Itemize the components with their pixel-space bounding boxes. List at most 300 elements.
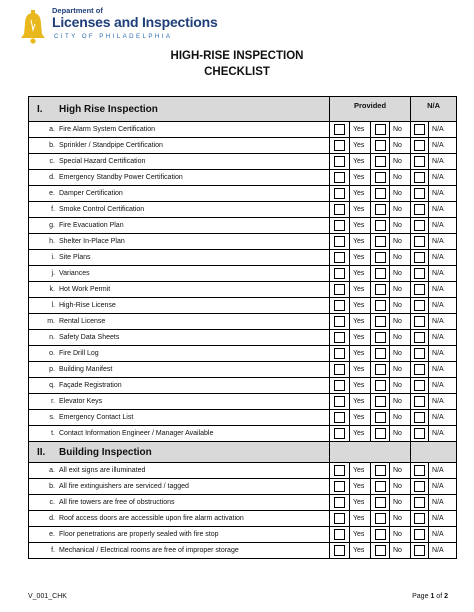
- item-letter: i.: [51, 254, 55, 261]
- na-checkbox[interactable]: [414, 300, 425, 311]
- yes-label: Yes: [350, 394, 371, 410]
- yes-label: Yes: [350, 250, 371, 266]
- item-cell: [29, 495, 330, 511]
- checklist-table: [28, 96, 457, 559]
- yes-label: Yes: [350, 298, 371, 314]
- item-cell: [29, 426, 330, 442]
- na-checkbox[interactable]: [414, 465, 425, 476]
- na-checkbox[interactable]: [414, 188, 425, 199]
- na-checkbox[interactable]: [414, 204, 425, 215]
- na-checkbox[interactable]: [414, 513, 425, 524]
- yes-checkbox[interactable]: [334, 252, 345, 263]
- yes-checkbox[interactable]: [334, 188, 345, 199]
- item-letter: d.: [49, 174, 55, 181]
- item-letter: a.: [49, 467, 55, 474]
- no-checkbox-cell[interactable]: [371, 527, 390, 543]
- no-label: No: [390, 527, 411, 543]
- na-checkbox[interactable]: [414, 348, 425, 359]
- section-title: Building Inspection: [59, 446, 152, 458]
- checklist-row: [29, 362, 457, 378]
- yes-checkbox-cell[interactable]: [330, 479, 350, 495]
- item-text: Contact Information Engineer / Manager Available: [59, 430, 214, 437]
- no-checkbox-cell[interactable]: [371, 234, 390, 250]
- yes-checkbox[interactable]: [334, 316, 345, 327]
- item-text: Mechanical / Electrical rooms are free of improper storage: [59, 547, 239, 554]
- yes-checkbox[interactable]: [334, 268, 345, 279]
- no-label: No: [390, 218, 411, 234]
- yes-checkbox-cell[interactable]: [330, 426, 350, 442]
- yes-checkbox[interactable]: [334, 348, 345, 359]
- item-letter: e.: [49, 190, 55, 197]
- yes-label: Yes: [350, 154, 371, 170]
- item-letter: n.: [49, 334, 55, 341]
- yes-checkbox-cell[interactable]: [330, 346, 350, 362]
- na-label: N/A: [429, 463, 457, 479]
- yes-checkbox-cell[interactable]: [330, 250, 350, 266]
- na-checkbox[interactable]: [414, 252, 425, 263]
- no-checkbox-cell[interactable]: [371, 202, 390, 218]
- yes-checkbox-cell[interactable]: [330, 378, 350, 394]
- na-checkbox[interactable]: [414, 316, 425, 327]
- no-checkbox-cell[interactable]: [371, 479, 390, 495]
- na-label: N/A: [429, 266, 457, 282]
- checklist-row: [29, 250, 457, 266]
- na-checkbox[interactable]: [414, 268, 425, 279]
- section-number: II.: [37, 446, 46, 458]
- no-checkbox[interactable]: [375, 412, 386, 423]
- yes-checkbox[interactable]: [334, 396, 345, 407]
- yes-checkbox[interactable]: [334, 465, 345, 476]
- yes-checkbox-cell[interactable]: [330, 266, 350, 282]
- na-checkbox-cell[interactable]: [411, 298, 429, 314]
- item-text: All fire extinguishers are serviced / tagged: [59, 483, 189, 490]
- yes-checkbox-cell[interactable]: [330, 495, 350, 511]
- no-label: No: [390, 511, 411, 527]
- no-label: No: [390, 378, 411, 394]
- item-letter: j.: [51, 270, 55, 277]
- na-checkbox[interactable]: [414, 172, 425, 183]
- no-checkbox[interactable]: [375, 348, 386, 359]
- item-text: Smoke Control Certification: [59, 206, 145, 213]
- yes-label: Yes: [350, 495, 371, 511]
- na-checkbox[interactable]: [414, 236, 425, 247]
- na-checkbox[interactable]: [414, 124, 425, 135]
- yes-checkbox-cell[interactable]: [330, 282, 350, 298]
- no-checkbox-cell[interactable]: [371, 495, 390, 511]
- checklist-row: [29, 463, 457, 479]
- na-checkbox[interactable]: [414, 332, 425, 343]
- section-header-row: [29, 442, 457, 463]
- item-cell: [29, 234, 330, 250]
- item-cell: [29, 527, 330, 543]
- item-letter: b.: [49, 142, 55, 149]
- na-checkbox[interactable]: [414, 428, 425, 439]
- liberty-bell-icon: [16, 10, 50, 44]
- yes-checkbox[interactable]: [334, 172, 345, 183]
- na-checkbox-cell[interactable]: [411, 282, 429, 298]
- no-checkbox[interactable]: [375, 220, 386, 231]
- item-cell: [29, 314, 330, 330]
- yes-checkbox[interactable]: [334, 364, 345, 375]
- na-checkbox-cell[interactable]: [411, 138, 429, 154]
- item-letter: e.: [49, 531, 55, 538]
- no-checkbox[interactable]: [375, 364, 386, 375]
- department-label: Department of: [52, 6, 103, 15]
- no-checkbox-cell[interactable]: [371, 138, 390, 154]
- na-label: N/A: [429, 298, 457, 314]
- city-label: CITY OF PHILADELPHIA: [54, 33, 173, 40]
- na-checkbox-cell[interactable]: [411, 202, 429, 218]
- no-label: No: [390, 170, 411, 186]
- na-checkbox[interactable]: [414, 529, 425, 540]
- na-checkbox-cell[interactable]: [411, 170, 429, 186]
- no-checkbox-cell[interactable]: [371, 346, 390, 362]
- yes-checkbox[interactable]: [334, 300, 345, 311]
- yes-label: Yes: [350, 122, 371, 138]
- yes-label: Yes: [350, 543, 371, 559]
- no-checkbox-cell[interactable]: [371, 543, 390, 559]
- na-column-header: N/A: [411, 97, 457, 122]
- page-of: of: [436, 593, 443, 600]
- no-label: No: [390, 250, 411, 266]
- section-title-cell: [29, 442, 330, 463]
- yes-checkbox-cell[interactable]: [330, 298, 350, 314]
- na-checkbox-cell[interactable]: [411, 527, 429, 543]
- na-label: N/A: [429, 410, 457, 426]
- form-code: V_001_CHK: [28, 593, 67, 600]
- na-checkbox-cell[interactable]: [411, 543, 429, 559]
- no-checkbox[interactable]: [375, 396, 386, 407]
- na-checkbox-cell[interactable]: [411, 410, 429, 426]
- yes-label: Yes: [350, 218, 371, 234]
- no-checkbox[interactable]: [375, 428, 386, 439]
- na-checkbox-cell[interactable]: [411, 346, 429, 362]
- no-checkbox-cell[interactable]: [371, 410, 390, 426]
- item-text: Variances: [59, 270, 90, 277]
- item-letter: p.: [49, 366, 55, 373]
- item-cell: [29, 394, 330, 410]
- section-header-row: [29, 97, 457, 122]
- yes-checkbox-cell[interactable]: [330, 543, 350, 559]
- na-checkbox-cell[interactable]: [411, 463, 429, 479]
- yes-checkbox[interactable]: [334, 428, 345, 439]
- no-checkbox-cell[interactable]: [371, 170, 390, 186]
- item-text: Hot Work Permit: [59, 286, 111, 293]
- checklist-row: [29, 202, 457, 218]
- yes-checkbox[interactable]: [334, 481, 345, 492]
- item-cell: [29, 479, 330, 495]
- no-checkbox[interactable]: [375, 172, 386, 183]
- na-checkbox[interactable]: [414, 220, 425, 231]
- checklist-row: [29, 346, 457, 362]
- na-label: N/A: [429, 378, 457, 394]
- yes-checkbox[interactable]: [334, 545, 345, 556]
- no-label: No: [390, 463, 411, 479]
- no-checkbox-cell[interactable]: [371, 186, 390, 202]
- na-checkbox[interactable]: [414, 412, 425, 423]
- item-text: Fire Evacuation Plan: [59, 222, 124, 229]
- no-checkbox[interactable]: [375, 284, 386, 295]
- na-checkbox[interactable]: [414, 284, 425, 295]
- na-label: N/A: [429, 202, 457, 218]
- no-label: No: [390, 543, 411, 559]
- na-label: N/A: [429, 154, 457, 170]
- na-label: N/A: [429, 543, 457, 559]
- no-checkbox[interactable]: [375, 497, 386, 508]
- no-checkbox-cell[interactable]: [371, 298, 390, 314]
- checklist-row: [29, 138, 457, 154]
- na-checkbox-cell[interactable]: [411, 266, 429, 282]
- no-checkbox-cell[interactable]: [371, 362, 390, 378]
- item-cell: [29, 218, 330, 234]
- item-text: Rental License: [59, 318, 106, 325]
- item-letter: s.: [49, 414, 55, 421]
- page-subtitle: CHECKLIST: [204, 66, 270, 78]
- na-checkbox-cell[interactable]: [411, 218, 429, 234]
- no-checkbox-cell[interactable]: [371, 314, 390, 330]
- yes-checkbox[interactable]: [334, 284, 345, 295]
- section-blank-cell: [411, 442, 457, 463]
- no-checkbox-cell[interactable]: [371, 122, 390, 138]
- na-label: N/A: [429, 394, 457, 410]
- na-label: N/A: [429, 527, 457, 543]
- no-label: No: [390, 186, 411, 202]
- no-checkbox-cell[interactable]: [371, 282, 390, 298]
- no-checkbox-cell[interactable]: [371, 463, 390, 479]
- no-checkbox[interactable]: [375, 300, 386, 311]
- item-cell: [29, 122, 330, 138]
- no-checkbox[interactable]: [375, 513, 386, 524]
- yes-checkbox-cell[interactable]: [330, 463, 350, 479]
- item-cell: [29, 298, 330, 314]
- na-checkbox[interactable]: [414, 380, 425, 391]
- yes-label: Yes: [350, 202, 371, 218]
- na-checkbox-cell[interactable]: [411, 426, 429, 442]
- na-checkbox-cell[interactable]: [411, 122, 429, 138]
- na-checkbox-cell[interactable]: [411, 154, 429, 170]
- yes-label: Yes: [350, 314, 371, 330]
- yes-checkbox[interactable]: [334, 529, 345, 540]
- na-checkbox-cell[interactable]: [411, 330, 429, 346]
- no-checkbox-cell[interactable]: [371, 394, 390, 410]
- no-checkbox[interactable]: [375, 481, 386, 492]
- no-label: No: [390, 346, 411, 362]
- item-cell: [29, 138, 330, 154]
- na-checkbox[interactable]: [414, 481, 425, 492]
- item-text: Fire Alarm System Certification: [59, 126, 156, 133]
- no-checkbox[interactable]: [375, 252, 386, 263]
- section-title: High Rise Inspection: [59, 103, 158, 115]
- checklist-row: [29, 410, 457, 426]
- na-checkbox-cell[interactable]: [411, 479, 429, 495]
- no-checkbox[interactable]: [375, 204, 386, 215]
- no-checkbox-cell[interactable]: [371, 154, 390, 170]
- yes-checkbox-cell[interactable]: [330, 202, 350, 218]
- na-checkbox[interactable]: [414, 545, 425, 556]
- yes-label: Yes: [350, 138, 371, 154]
- yes-checkbox[interactable]: [334, 513, 345, 524]
- yes-checkbox[interactable]: [334, 220, 345, 231]
- checklist-row: [29, 495, 457, 511]
- item-cell: [29, 511, 330, 527]
- na-checkbox-cell[interactable]: [411, 362, 429, 378]
- yes-checkbox[interactable]: [334, 380, 345, 391]
- item-text: Building Manifest: [59, 366, 113, 373]
- item-letter: o.: [49, 350, 55, 357]
- checklist-row: [29, 218, 457, 234]
- checklist-row: [29, 479, 457, 495]
- na-checkbox-cell[interactable]: [411, 511, 429, 527]
- section-title-cell: [29, 97, 330, 122]
- item-cell: [29, 378, 330, 394]
- yes-checkbox[interactable]: [334, 140, 345, 151]
- no-checkbox-cell[interactable]: [371, 266, 390, 282]
- yes-checkbox-cell[interactable]: [330, 362, 350, 378]
- item-letter: f.: [51, 547, 55, 554]
- yes-checkbox[interactable]: [334, 497, 345, 508]
- na-label: N/A: [429, 170, 457, 186]
- item-letter: m.: [47, 318, 55, 325]
- yes-checkbox-cell[interactable]: [330, 138, 350, 154]
- no-checkbox[interactable]: [375, 124, 386, 135]
- no-checkbox[interactable]: [375, 188, 386, 199]
- item-text: Site Plans: [59, 254, 91, 261]
- no-label: No: [390, 362, 411, 378]
- checklist-row: [29, 186, 457, 202]
- na-checkbox[interactable]: [414, 497, 425, 508]
- na-checkbox-cell[interactable]: [411, 394, 429, 410]
- na-checkbox-cell[interactable]: [411, 186, 429, 202]
- na-label: N/A: [429, 218, 457, 234]
- na-checkbox[interactable]: [414, 364, 425, 375]
- yes-checkbox-cell[interactable]: [330, 154, 350, 170]
- na-label: N/A: [429, 426, 457, 442]
- page-total: 2: [444, 593, 448, 600]
- na-checkbox-cell[interactable]: [411, 314, 429, 330]
- na-label: N/A: [429, 362, 457, 378]
- na-label: N/A: [429, 330, 457, 346]
- no-label: No: [390, 495, 411, 511]
- item-cell: [29, 154, 330, 170]
- section-number: I.: [37, 103, 43, 115]
- yes-checkbox-cell[interactable]: [330, 330, 350, 346]
- yes-checkbox[interactable]: [334, 332, 345, 343]
- no-checkbox-cell[interactable]: [371, 250, 390, 266]
- section-blank-cell: [330, 442, 411, 463]
- no-checkbox[interactable]: [375, 465, 386, 476]
- yes-label: Yes: [350, 426, 371, 442]
- yes-checkbox-cell[interactable]: [330, 314, 350, 330]
- no-label: No: [390, 330, 411, 346]
- yes-checkbox-cell[interactable]: [330, 234, 350, 250]
- no-label: No: [390, 410, 411, 426]
- no-checkbox-cell[interactable]: [371, 218, 390, 234]
- checklist-row: [29, 154, 457, 170]
- no-checkbox[interactable]: [375, 380, 386, 391]
- checklist-row: [29, 122, 457, 138]
- item-letter: c.: [49, 158, 55, 165]
- item-letter: b.: [49, 483, 55, 490]
- no-checkbox[interactable]: [375, 140, 386, 151]
- item-text: Special Hazard Certification: [59, 158, 146, 165]
- yes-checkbox-cell[interactable]: [330, 218, 350, 234]
- org-name: Licenses and Inspections: [52, 14, 218, 30]
- na-label: N/A: [429, 250, 457, 266]
- yes-checkbox-cell[interactable]: [330, 511, 350, 527]
- na-checkbox-cell[interactable]: [411, 378, 429, 394]
- yes-checkbox-cell[interactable]: [330, 186, 350, 202]
- yes-checkbox-cell[interactable]: [330, 122, 350, 138]
- yes-checkbox-cell[interactable]: [330, 527, 350, 543]
- item-text: All exit signs are illuminated: [59, 467, 146, 474]
- item-cell: [29, 170, 330, 186]
- no-checkbox-cell[interactable]: [371, 330, 390, 346]
- item-letter: l.: [51, 302, 55, 309]
- page-number: [412, 593, 448, 600]
- page-title: HIGH-RISE INSPECTION: [170, 50, 304, 62]
- na-checkbox-cell[interactable]: [411, 250, 429, 266]
- no-checkbox[interactable]: [375, 529, 386, 540]
- yes-checkbox-cell[interactable]: [330, 394, 350, 410]
- no-checkbox[interactable]: [375, 545, 386, 556]
- no-checkbox-cell[interactable]: [371, 426, 390, 442]
- yes-checkbox[interactable]: [334, 156, 345, 167]
- item-cell: [29, 362, 330, 378]
- checklist-row: [29, 298, 457, 314]
- no-checkbox-cell[interactable]: [371, 511, 390, 527]
- yes-checkbox[interactable]: [334, 236, 345, 247]
- na-label: N/A: [429, 314, 457, 330]
- yes-checkbox-cell[interactable]: [330, 170, 350, 186]
- yes-checkbox-cell[interactable]: [330, 410, 350, 426]
- item-cell: [29, 250, 330, 266]
- item-letter: d.: [49, 515, 55, 522]
- yes-checkbox[interactable]: [334, 204, 345, 215]
- item-letter: c.: [49, 499, 55, 506]
- checklist-row: [29, 314, 457, 330]
- yes-checkbox[interactable]: [334, 412, 345, 423]
- item-letter: t.: [51, 430, 55, 437]
- no-checkbox[interactable]: [375, 268, 386, 279]
- na-checkbox[interactable]: [414, 156, 425, 167]
- no-label: No: [390, 394, 411, 410]
- na-checkbox[interactable]: [414, 396, 425, 407]
- no-label: No: [390, 234, 411, 250]
- item-text: Shelter In-Place Plan: [59, 238, 125, 245]
- na-label: N/A: [429, 122, 457, 138]
- item-text: Emergency Contact List: [59, 414, 134, 421]
- na-checkbox-cell[interactable]: [411, 495, 429, 511]
- yes-label: Yes: [350, 479, 371, 495]
- no-label: No: [390, 202, 411, 218]
- no-checkbox[interactable]: [375, 236, 386, 247]
- yes-label: Yes: [350, 410, 371, 426]
- no-checkbox[interactable]: [375, 332, 386, 343]
- na-checkbox-cell[interactable]: [411, 234, 429, 250]
- no-label: No: [390, 122, 411, 138]
- na-label: N/A: [429, 495, 457, 511]
- yes-label: Yes: [350, 511, 371, 527]
- item-letter: f.: [51, 206, 55, 213]
- yes-checkbox[interactable]: [334, 124, 345, 135]
- no-checkbox[interactable]: [375, 156, 386, 167]
- yes-label: Yes: [350, 330, 371, 346]
- no-checkbox-cell[interactable]: [371, 378, 390, 394]
- yes-label: Yes: [350, 266, 371, 282]
- checklist-row: [29, 330, 457, 346]
- na-checkbox[interactable]: [414, 140, 425, 151]
- no-checkbox[interactable]: [375, 316, 386, 327]
